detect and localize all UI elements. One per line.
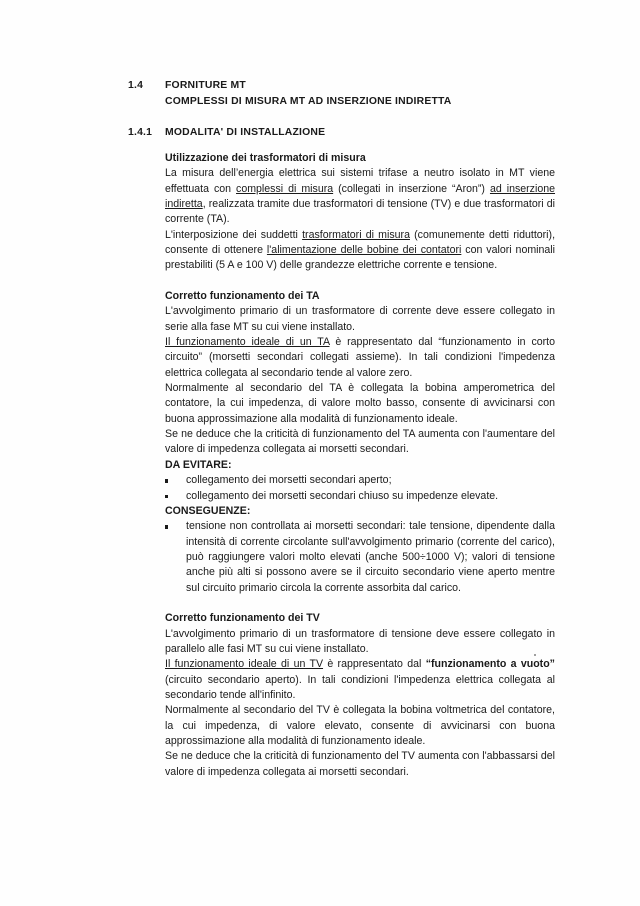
underlined-ad-inserzione-indiretta: ad inserzione indiretta [165,182,556,211]
text-run: è rappresentato dal [323,658,426,671]
underlined-funzionamento-ideale-ta: Il funzionamento ideale di un TA [165,336,330,349]
text-run: (collegati in inserzione “Aron”) [333,182,490,195]
text-run: (comunemente detti riduttori), consente di ottenere [165,228,556,257]
spacer [165,596,555,611]
section-number: 1.4 [128,80,144,91]
scan-artifact-speck [534,654,536,656]
underlined-alimentazione-bobine: l'alimentazione delle bobine dei contatori [266,244,462,257]
subsection-heading [128,125,558,141]
paragraph-bobina-voltmetrica: Normalmente al secondario del TV è collegata la bobina voltmetrica del contatore, la cui impedenza, di valore elevato, consente di avvicinarsi con buona approssimazione alla modalità di funzionamento ideale. [165,704,555,747]
list-item: tensione non controllata ai morsetti secondari: tale tensione, dipendente dalla intensità di corrente circolante sull'avvolgimento primario (corrente del carico), può raggiungere valori molto elevati (anche 500÷1000 V); valori di tensione anche più alti si possono avere se il circuito secondario viene aperto mentre sul circuito primario circola la corrente assorbita dal carico. [165,519,555,596]
underlined-complessi-di-misura: complessi di misura [236,182,334,195]
section-heading-line1 [128,78,558,94]
spacer [165,274,555,289]
section-heading [128,78,558,109]
section-heading-line2 [128,94,558,110]
text-run: , realizzata tramite due trasformatori di tensione (TV) e due trasformatori di corrente (TA). [165,198,555,226]
subsection-title: MODALITA' DI INSTALLAZIONE [165,127,326,138]
bold-funzionamento-a-vuoto: “funzionamento a vuoto” [425,658,555,671]
text-run: L'interposizione dei suddetti [165,228,303,241]
paragraph-avvolgimento-primario-tv: L'avvolgimento primario di un trasformatore di tensione deve essere collegato in parallelo alle fasi MT su cui viene installato. [165,627,555,655]
subheading-corretto-funzionamento-ta: Corretto funzionamento dei TA [165,290,320,303]
subsection-number: 1.4.1 [128,127,153,138]
paragraph-criticita-ta: Se ne deduce che la criticità di funzionamento del TA aumenta con l'aumentare del valore di impedenza collegata ai morsetti secondari. [165,428,555,456]
section-title-line1: FORNITURE MT [165,80,246,91]
paragraph-bobina-amperometrica: Normalmente al secondario del TA è collegata la bobina amperometrica del contatore, la cui impedenza, di valore molto basso, consente di avvicinarsi con buona approssimazione alla modalità di funzionamento ideale. [165,382,555,425]
list-conseguenze [165,519,555,596]
text-run: con valori nominali prestabiliti (5 A e 100 V) delle grandezze elettriche corrente e tensione. [165,244,555,272]
paragraph-criticita-tv: Se ne deduce che la criticità di funzionamento del TV aumenta con l'abbassarsi del valore di impedenza collegata ai morsetti secondari. [165,750,555,778]
paragraph-avvolgimento-primario-ta: L'avvolgimento primario di un trasformatore di corrente deve essere collegato in serie alla fase MT su cui viene installato. [165,305,555,333]
label-da-evitare: DA EVITARE: [165,458,232,471]
list-item: collegamento dei morsetti secondari aperto; [165,473,555,488]
text-run: La misura dell’energia elettrica sui sistemi trifase a neutro isolato in MT viene effettuata con [165,167,555,195]
underlined-funzionamento-ideale-tv: Il funzionamento ideale di un TV [165,658,324,671]
paragraph-interposizione [165,228,555,274]
text-run: (circuito secondario aperto). In tali condizioni l'impedenza elettrica collegata al secondario tende all'infinito. [165,673,555,701]
list-item: collegamento dei morsetti secondari chiuso su impedenze elevate. [165,489,555,504]
label-conseguenze: CONSEGUENZE: [165,504,251,517]
section-title-line2: COMPLESSI DI MISURA MT AD INSERZIONE INDIRETTA [165,95,452,107]
text-run: è rappresentato dal “funzionamento in corto circuito” (morsetti secondari collegati assieme). In tali condizioni l'impedenza elettrica collegata al secondario tende al valore zero. [165,336,555,379]
subheading-utilizzazione: Utilizzazione dei trasformatori di misura [165,152,366,164]
paragraph-funzionamento-ideale-ta [165,335,555,381]
subsection-heading-line [128,125,558,141]
paragraph-misura-energia [165,166,555,227]
paragraph-funzionamento-ideale-tv [165,657,555,703]
document-body [165,151,555,780]
list-da-evitare [165,473,555,504]
subheading-corretto-funzionamento-tv: Corretto funzionamento dei TV [165,612,320,625]
underlined-trasformatori-di-misura: trasformatori di misura [302,228,410,241]
